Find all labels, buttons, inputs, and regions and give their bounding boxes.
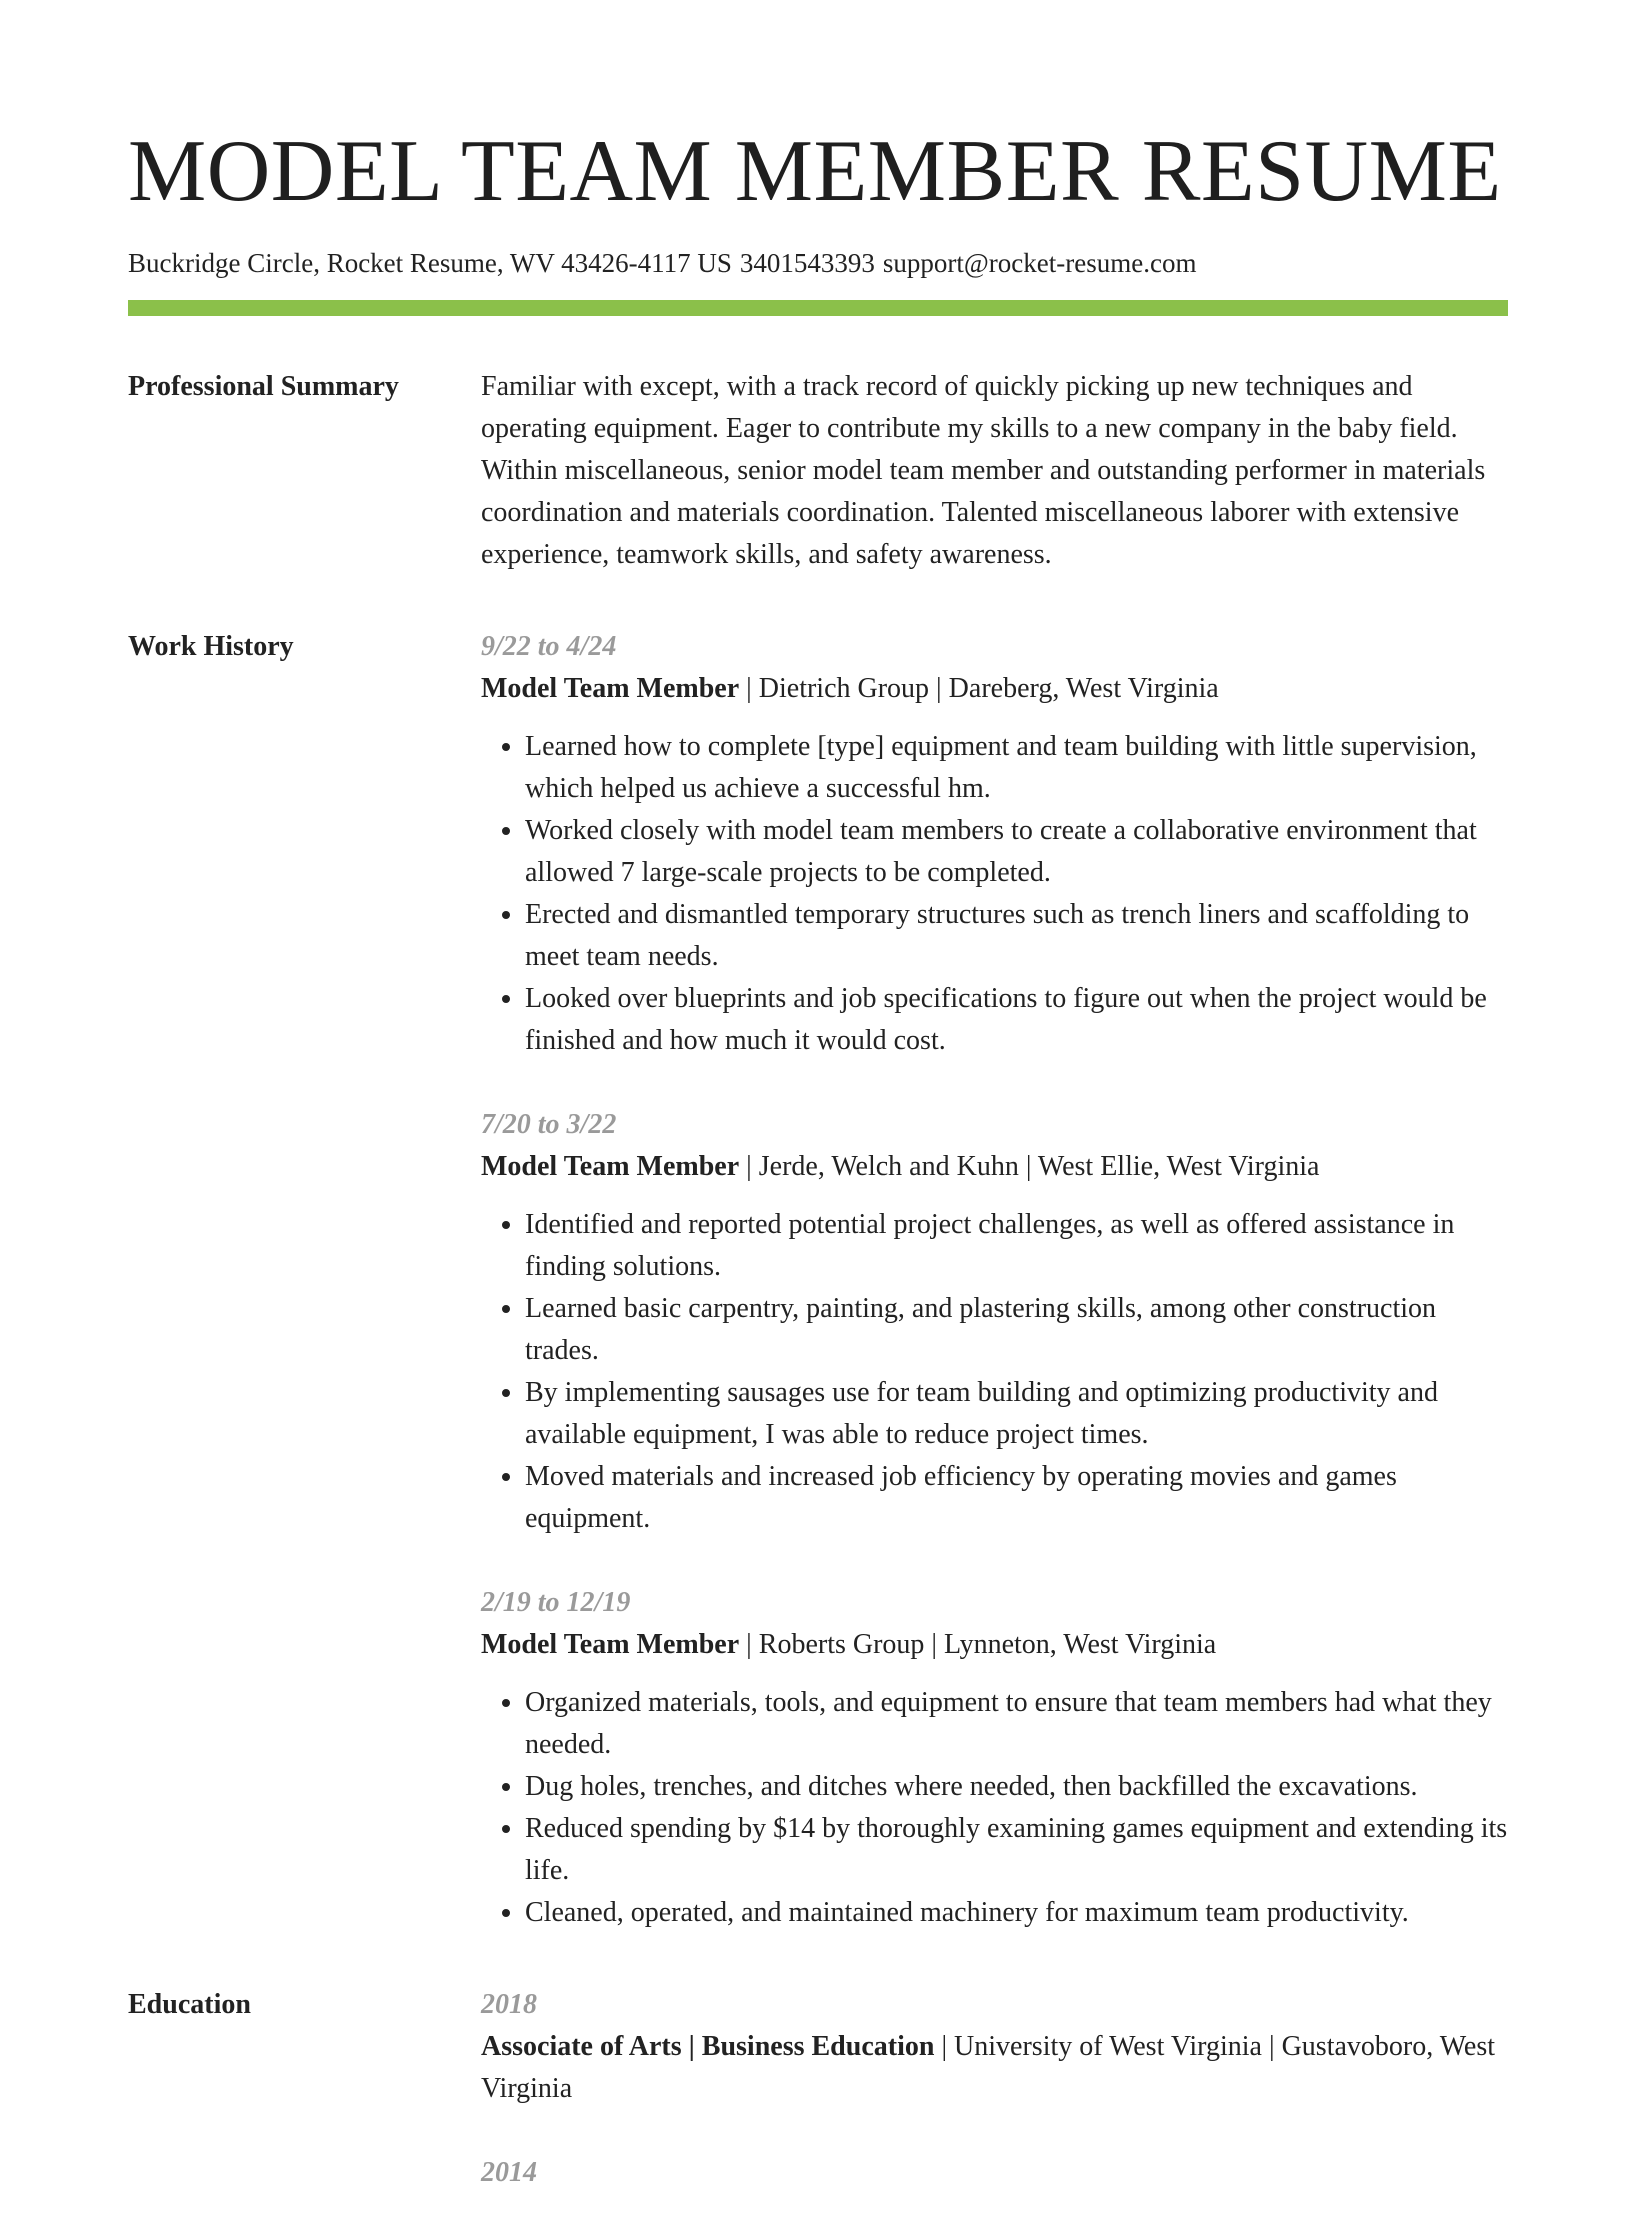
job-role-line xyxy=(481,1624,1508,1666)
job-title: Model Team Member xyxy=(481,1629,740,1660)
contact-address: Buckridge Circle, Rocket Resume, WV 43426-4117 US xyxy=(128,248,732,278)
education-section xyxy=(128,1984,1508,2236)
education-year: 2018 xyxy=(481,1989,537,2020)
contact-email: support@rocket-resume.com xyxy=(882,248,1197,278)
job-title: Model Team Member xyxy=(481,1151,740,1182)
list-item: • Reduced spending by $14 by thoroughly examining games equipment and extending its life. xyxy=(525,1808,1508,1892)
contact-phone: 3401543393 xyxy=(739,248,875,278)
education-details: | University of West Virginia | Gustavoboro, West Virginia xyxy=(481,2031,1496,2104)
education-entry xyxy=(481,2152,1508,2194)
list-item: • Erected and dismantled temporary structures such as trench liners and scaffolding to meet team needs. xyxy=(525,894,1508,978)
work-history-section xyxy=(128,626,1508,1934)
education-list xyxy=(481,1984,1508,2236)
job-details: | Jerde, Welch and Kuhn | West Ellie, West Virginia xyxy=(739,1151,1320,1182)
job-role-line xyxy=(481,668,1508,710)
list-item: • Worked closely with model team members to create a collaborative environment that allowed 7 large-scale projects to be completed. xyxy=(525,810,1508,894)
education-line xyxy=(481,2026,1508,2110)
list-item: • Learned basic carpentry, painting, and plastering skills, among other construction trades. xyxy=(525,1288,1508,1372)
list-item: • Dug holes, trenches, and ditches where needed, then backfilled the excavations. xyxy=(525,1766,1508,1808)
job-bullets xyxy=(481,726,1508,1062)
list-item: • Moved materials and increased job efficiency by operating movies and games equipment. xyxy=(525,1456,1508,1540)
accent-divider xyxy=(128,300,1508,316)
job-role-line xyxy=(481,1146,1508,1188)
list-item: • By implementing sausages use for team building and optimizing productivity and available equipment, I was able to reduce project times. xyxy=(525,1372,1508,1456)
job-dates: 9/22 to 4/24 xyxy=(481,631,617,662)
list-item: • Learned how to complete [type] equipment and team building with little supervision, which helped us achieve a successful hm. xyxy=(525,726,1508,810)
summary-section xyxy=(128,366,1508,576)
job-title: Model Team Member xyxy=(481,673,740,704)
job-dates: 7/20 to 3/22 xyxy=(481,1109,617,1140)
job-bullets xyxy=(481,1204,1508,1540)
job-details: | Roberts Group | Lynneton, West Virginia xyxy=(739,1629,1217,1660)
list-item: • Identified and reported potential project challenges, as well as offered assistance in finding solutions. xyxy=(525,1204,1508,1288)
education-entry xyxy=(481,1984,1508,2110)
job-dates: 2/19 to 12/19 xyxy=(481,1587,631,1618)
resume-title: MODEL TEAM MEMBER RESUME xyxy=(128,123,1502,220)
education-degree: Associate of Arts | Business Education xyxy=(481,2031,935,2062)
list-item: • Organized materials, tools, and equipment to ensure that team members had what they needed. xyxy=(525,1682,1508,1766)
job-details: | Dietrich Group | Dareberg, West Virginia xyxy=(739,673,1219,704)
contact-line xyxy=(128,246,1508,280)
list-item: • Cleaned, operated, and maintained machinery for maximum team productivity. xyxy=(525,1892,1508,1934)
job-bullets xyxy=(481,1682,1508,1934)
list-item: • Looked over blueprints and job specifications to figure out when the project would be finished and how much it would cost. xyxy=(525,978,1508,1062)
education-heading: Education xyxy=(128,1989,251,2020)
job-entry xyxy=(481,1582,1508,1934)
job-list xyxy=(481,626,1508,1934)
resume-page xyxy=(128,122,1508,2236)
summary-heading: Professional Summary xyxy=(128,371,399,402)
job-entry xyxy=(481,1104,1508,1540)
education-year: 2014 xyxy=(481,2157,537,2188)
work-history-heading: Work History xyxy=(128,631,294,662)
summary-text: Familiar with except, with a track record of quickly picking up new techniques and operating equipment. Eager to contribute my skills to a new company in the baby field. Within miscellaneous, senior model team member and outstanding performer in materials coordination and materials coordination. Talented miscellaneous laborer with extensive experience, teamwork skills, and safety awareness. xyxy=(481,371,1486,570)
job-entry xyxy=(481,626,1508,1062)
